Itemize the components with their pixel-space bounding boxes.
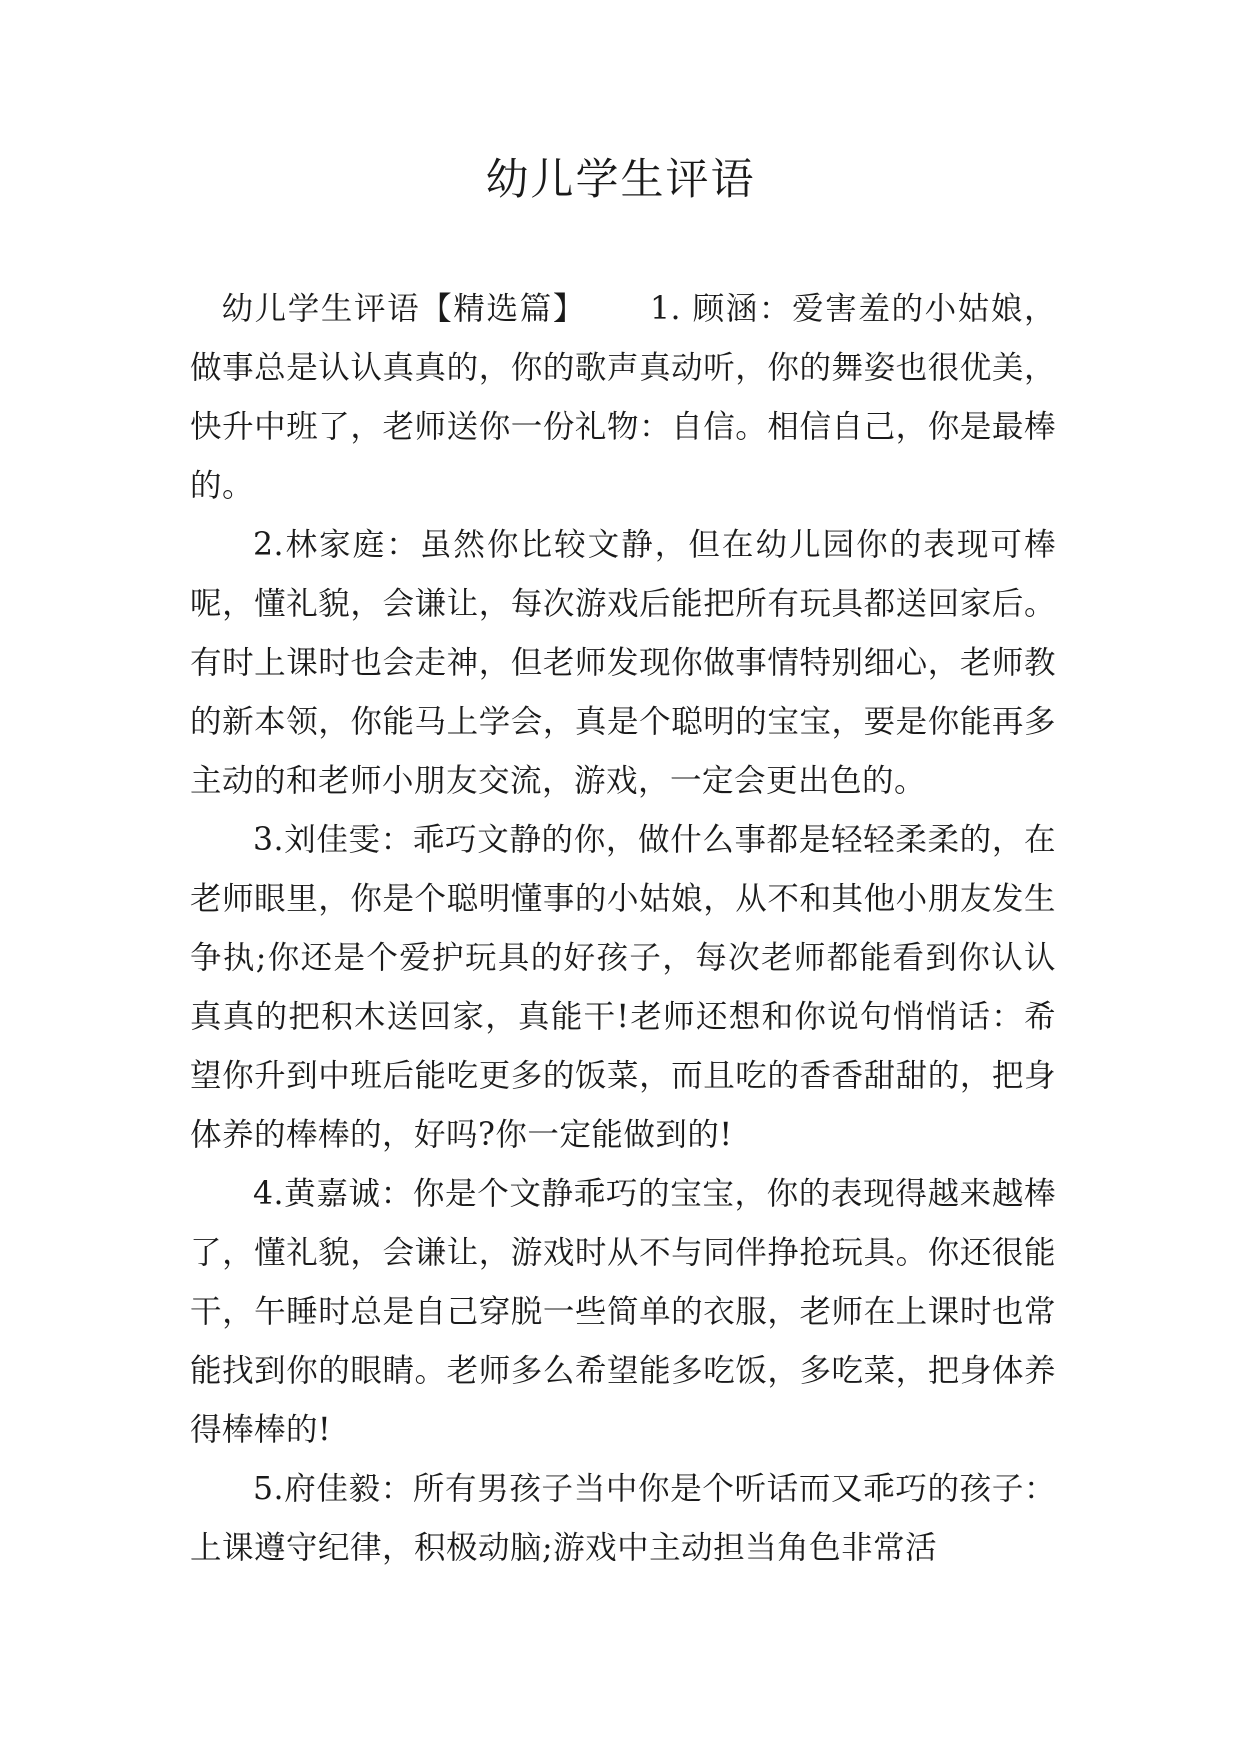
paragraph-2: 2.林家庭：虽然你比较文静，但在幼儿园你的表现可棒呢，懂礼貌，会谦让，每次游戏后能把所有玩具都送回家后。有时上课时也会走神，但老师发现你做事情特别细心，老师教的新本领，你能马上学会，真是个聪明的宝宝，要是你能再多主动的和老师小朋友交流，游戏，一定会更出色的。 [190, 527, 1056, 799]
paragraph-3: 3.刘佳雯：乖巧文静的你，做什么事都是轻轻柔柔的，在老师眼里，你是个聪明懂事的小姑娘，从不和其他小朋友发生争执;你还是个爱护玩具的好孩子，每次老师都能看到你认认真真的把积木送回家，真能干!老师还想和你说句悄悄话：希望你升到中班后能吃更多的饭菜，而且吃的香香甜甜的，把身体养的棒棒的，好吗?你一定能做到的! [190, 822, 1056, 1153]
document-title: 幼儿学生评语 [485, 155, 756, 205]
paragraph-1 [190, 280, 1056, 516]
paragraph-5: 5.府佳毅：所有男孩子当中你是个听话而又乖巧的孩子：上课遵守纪律，积极动脑;游戏中主动担当角色非常活 [190, 1471, 1056, 1566]
intro-label: 幼儿学生评语【精选篇】 [221, 291, 586, 327]
paragraph-1-text: 1. 顾涵：爱害羞的小姑娘，做事总是认认真真的，你的歌声真动听，你的舞姿也很优美，快升中班了，老师送你一份礼物：自信。相信自己，你是最棒的。 [190, 291, 1056, 504]
document-body [190, 280, 1056, 1578]
paragraph-4: 4.黄嘉诚：你是个文静乖巧的宝宝，你的表现得越来越棒了，懂礼貌，会谦让，游戏时从不与同伴挣抢玩具。你还很能干，午睡时总是自己穿脱一些简单的衣服，老师在上课时也常能找到你的眼睛。老师多么希望能多吃饭，多吃菜，把身体养得棒棒的! [190, 1176, 1056, 1448]
